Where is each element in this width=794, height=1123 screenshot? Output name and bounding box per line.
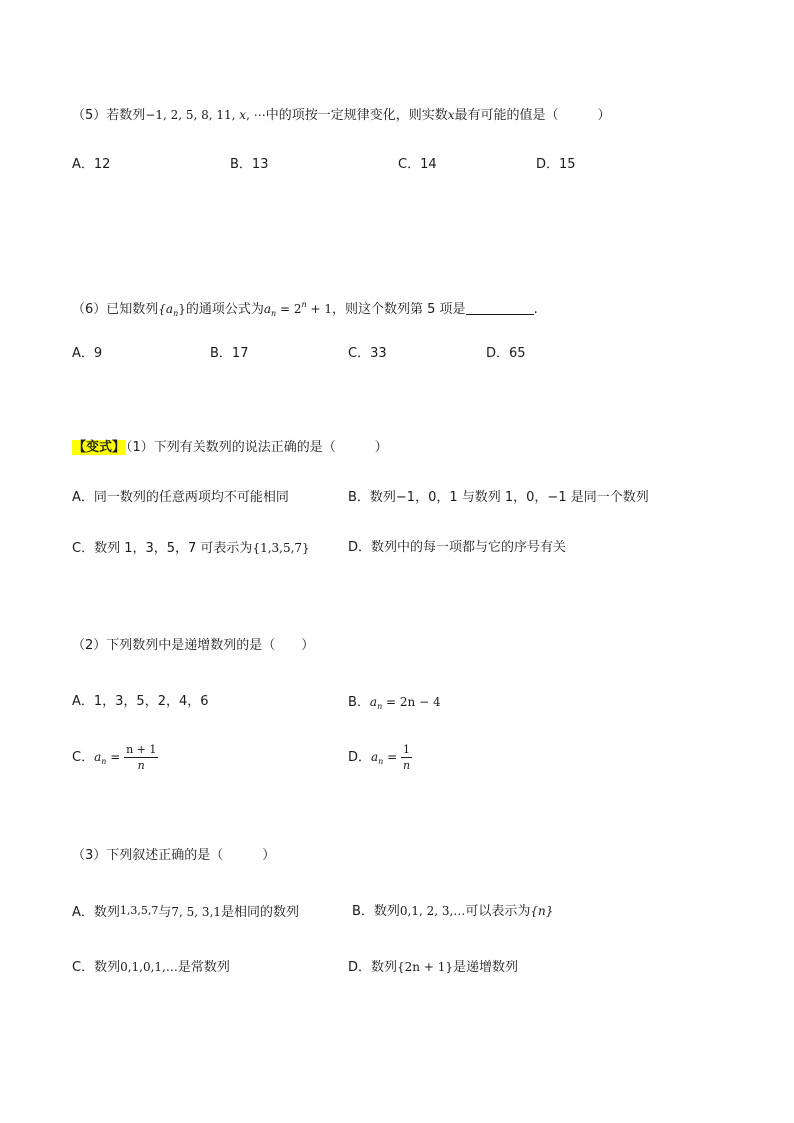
v1-option-d: D．数列中的每一项都与它的序号有关 <box>348 540 567 555</box>
v3-option-c <box>72 958 230 977</box>
v2-option-d <box>348 741 412 778</box>
v2-option-d-denominator: n <box>402 759 411 772</box>
q6-stem-post: ，则这个数列第 5 项是 <box>332 302 466 317</box>
v3-option-d-set: {2n + 1} <box>397 960 453 974</box>
q6-option-b: B．17 <box>210 346 249 361</box>
q6-stem-mid: 的通项公式为 <box>185 302 264 317</box>
q5-sequence: −1, 2, 5, 8, 11, <box>145 108 240 122</box>
v1-option-c <box>72 539 310 558</box>
variant-3-stem: （3）下列叙述正确的是（ ） <box>72 848 276 863</box>
v2-option-d-label: D． <box>348 750 372 765</box>
v2-option-c-fraction <box>124 742 158 773</box>
v3-option-d-post: 是递增数列 <box>452 960 518 975</box>
q6-option-d: D．65 <box>486 346 526 361</box>
q5-stem-post: 最有可能的值是（ ） <box>454 108 611 123</box>
v2-option-c-a: a <box>94 750 102 764</box>
q6-formula-sup: n <box>301 300 307 309</box>
v3-option-c-seq: 0,1,0,1,… <box>120 960 178 974</box>
variant-tag: 【变式】 <box>73 440 126 455</box>
v2-option-a: A．1，3，5，2，4，6 <box>72 694 209 709</box>
q6-formula-sub: n <box>271 309 277 318</box>
v2-option-b-sub: n <box>377 702 383 711</box>
q6-formula-tail: + 1 <box>306 302 333 316</box>
v3-option-a-post: 是相同的数列 <box>221 905 300 920</box>
q5-option-a: A．12 <box>72 157 111 172</box>
v3-option-a-seq1: 1,3,5,7 <box>119 904 159 917</box>
v2-option-b-rest: = 2n − 4 <box>382 695 441 709</box>
q6-answer-blank[interactable] <box>466 302 534 315</box>
v3-option-a-pre: A．数列 <box>72 905 120 920</box>
v3-option-b-seq: 0,1, 2, 3,… <box>399 904 466 918</box>
v2-option-c-numerator: n + 1 <box>126 743 157 756</box>
v3-option-b-set: {n} <box>530 904 554 918</box>
variant-2-stem: （2）下列数列中是递增数列的是（ ） <box>72 638 315 653</box>
question-5-stem <box>72 106 611 125</box>
v2-option-d-numerator: 1 <box>403 743 411 756</box>
v3-option-a-seq2: 7, 5, 3,1 <box>171 905 222 919</box>
v1-stem-text: （1）下列有关数列的说法正确的是（ ） <box>126 440 388 455</box>
v2-option-c-denominator: n <box>137 759 145 772</box>
q6-option-a: A．9 <box>72 346 103 361</box>
q5-var: x <box>239 108 247 122</box>
v2-option-b <box>348 693 441 716</box>
v3-option-a <box>72 902 299 922</box>
v3-option-d <box>348 958 518 977</box>
v2-option-c-eq: = <box>106 750 125 764</box>
q5-seq-tail: , ⋯ <box>246 108 266 122</box>
q6-formula-eq: = 2 <box>276 302 302 316</box>
v3-option-a-mid: 与 <box>158 905 172 920</box>
q6-end-mark: . <box>533 302 538 317</box>
v3-option-b <box>352 902 553 921</box>
q5-stem-pre: （5）若数列 <box>72 108 146 123</box>
v2-option-b-label: B． <box>348 695 370 710</box>
v3-option-c-pre: C．数列 <box>72 960 121 975</box>
q5-option-b: B．13 <box>230 157 269 172</box>
v1-option-c-text: C．数列 1，3，5，7 可表示为 <box>72 541 253 556</box>
v2-option-c <box>72 741 158 778</box>
q6-set-close: } <box>178 302 186 316</box>
q5-option-c: C．14 <box>398 157 437 172</box>
v1-option-b: B．数列−1，0，1 与数列 1，0，−1 是同一个数列 <box>348 490 649 505</box>
q6-stem-pre: （6）已知数列 <box>72 302 159 317</box>
q5-option-d: D．15 <box>536 157 576 172</box>
v2-option-d-a: a <box>371 750 379 764</box>
question-6-stem <box>72 296 538 323</box>
v2-option-d-sub: n <box>378 757 384 766</box>
q6-option-c: C．33 <box>348 346 387 361</box>
q5-stem-mid: 中的项按一定规律变化，则实数 <box>265 108 448 123</box>
q5-var2: x <box>447 108 455 122</box>
v3-option-b-pre: B．数列 <box>352 904 400 919</box>
v1-option-c-set: {1,3,5,7} <box>252 541 310 555</box>
v2-option-d-eq: = <box>383 750 402 764</box>
v2-option-d-fraction <box>401 742 412 773</box>
v3-option-d-pre: D．数列 <box>348 960 398 975</box>
v1-option-a: A．同一数列的任意两项均不可能相同 <box>72 490 289 505</box>
v2-option-b-a: a <box>369 695 378 709</box>
q6-set-sub: n <box>173 309 179 318</box>
v2-option-c-label: C． <box>72 750 95 765</box>
v3-option-b-mid: 可以表示为 <box>465 904 531 919</box>
variant-1-stem <box>72 439 388 457</box>
q6-set-var: {a <box>158 302 174 316</box>
v2-option-c-sub: n <box>101 757 107 766</box>
v3-option-c-post: 是常数列 <box>177 960 230 975</box>
q6-formula-a: a <box>263 302 272 316</box>
